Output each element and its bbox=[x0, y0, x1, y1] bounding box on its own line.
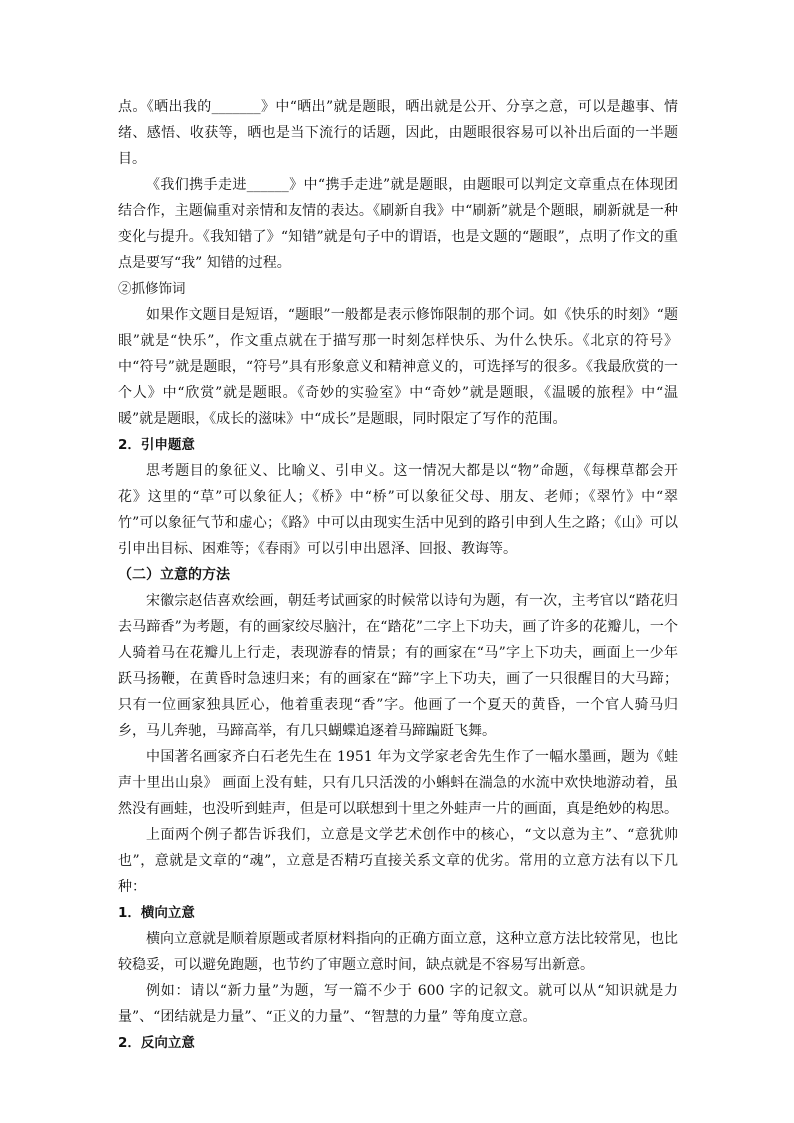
subheading-modifier: ②抓修饰词 bbox=[118, 281, 186, 297]
paragraph-qi-baishi-story: 中国著名画家齐白石老先生在 1951 年为文学家老舍先生作了一幅水墨画，题为《蛙声十里出山泉》 画面上没有蛙，只有几只活泼的小蝌蚪在湍急的水流中欢快地游动着，虽然没有画蛙，也没听到蛙声，但是可以联想到十里之外蛙声一片的画面，真是绝妙的构思。 bbox=[118, 749, 678, 817]
heading-horizontal: 1．横向立意 bbox=[118, 905, 195, 921]
paragraph-modifier-examples: 如果作文题目是短语，“题眼”一般都是表示修饰限制的那个词。如《快乐的时刻》“题眼”就是“快乐”，作文重点就在于描写那一时刻怎样快乐、为什么快乐。《北京的符号》中“符号”就是题眼，“符号”具有形象意义和精神意义的，可选择写的很多。《我最欣赏的一个人》中“欣赏”就是题眼。《奇妙的实验室》中“奇妙”就是题眼，《温暖的旅程》中“温暖”就是题眼，《成长的滋味》中“成长”是题眼，同时限定了写作的范围。 bbox=[118, 307, 678, 427]
paragraph-methods-intro: 上面两个例子都告诉我们，立意是文学艺术创作中的核心，“文以意为主”、“意犹帅也”，意就是文章的“魂”，立意是否精巧直接关系文章的优劣。常用的立意方法有以下几种： bbox=[118, 827, 678, 895]
paragraph-horizontal-example: 例如：请以“新力量”为题，写一篇不少于 600 字的记叙文。就可以从“知识就是力量”、“团结就是力量”、“正义的力量”、“智慧的力量” 等角度立意。 bbox=[118, 983, 678, 1025]
paragraph-title-eye-examples: 《我们携手走进______》中“携手走进”就是题眼，由题眼可以判定文章重点在体现团结合作，主题偏重对亲情和友情的表达。《刷新自我》中“刷新”就是个题眼，刷新就是一种变化与提升。《我知错了》“知错”就是句子中的谓语，也是文题的“题眼”，点明了作文的重点是要写“我” 知错的过程。 bbox=[118, 177, 678, 271]
paragraph-title-eye-sharing: 点。《晒出我的_______》中“晒出”就是题眼，晒出就是公开、分享之意，可以是趣事、情绪、感悟、收获等，晒也是当下流行的话题，因此，由题眼很容易可以补出后面的一半题目。 bbox=[118, 99, 678, 167]
heading-extend-meaning: 2．引申题意 bbox=[118, 437, 195, 453]
paragraph-symbolic-meaning: 思考题目的象征义、比喻义、引申义。这一情况大都是以“物”命题，《每棵草都会开花》这里的“草”可以象征人；《桥》中“桥”可以象征父母、朋友、老师；《翠竹》中“翠竹”可以象征气节和虚心；《路》中可以由现实生活中见到的路引申到人生之路；《山》可以引申出目标、困难等；《春雨》可以引申出恩泽、回报、教诲等。 bbox=[118, 463, 678, 557]
document-page bbox=[118, 94, 678, 1056]
paragraph-horizontal-desc: 横向立意就是顺着原题或者原材料指向的正确方面立意，这种立意方法比较常见，也比较稳妥，可以避免跑题，也节约了审题立意时间，缺点就是不容易写出新意。 bbox=[118, 931, 678, 973]
paragraph-song-huizong-story: 宋徽宗赵佶喜欢绘画，朝廷考试画家的时候常以诗句为题，有一次，主考官以“踏花归去马蹄香”为考题，有的画家绞尽脑汁，在“踏花”二字上下功夫，画了许多的花瓣儿，一个人骑着马在花瓣儿上行走，表现游春的情景；有的画家在“马”字上下功夫，画面上一少年跃马扬鞭，在黄昏时急速归来；有的画家在“蹄”字上下功夫，画了一只很醒目的大马蹄；只有一位画家独具匠心，他着重表现“香”字。他画了一个夏天的黄昏，一个官人骑马归乡，马儿奔驰，马蹄高举，有几只蝴蝶追逐着马蹄蹁跹飞舞。 bbox=[118, 593, 678, 739]
section-heading-methods: （二）立意的方法 bbox=[118, 567, 230, 583]
heading-reverse: 2．反向立意 bbox=[118, 1035, 195, 1051]
